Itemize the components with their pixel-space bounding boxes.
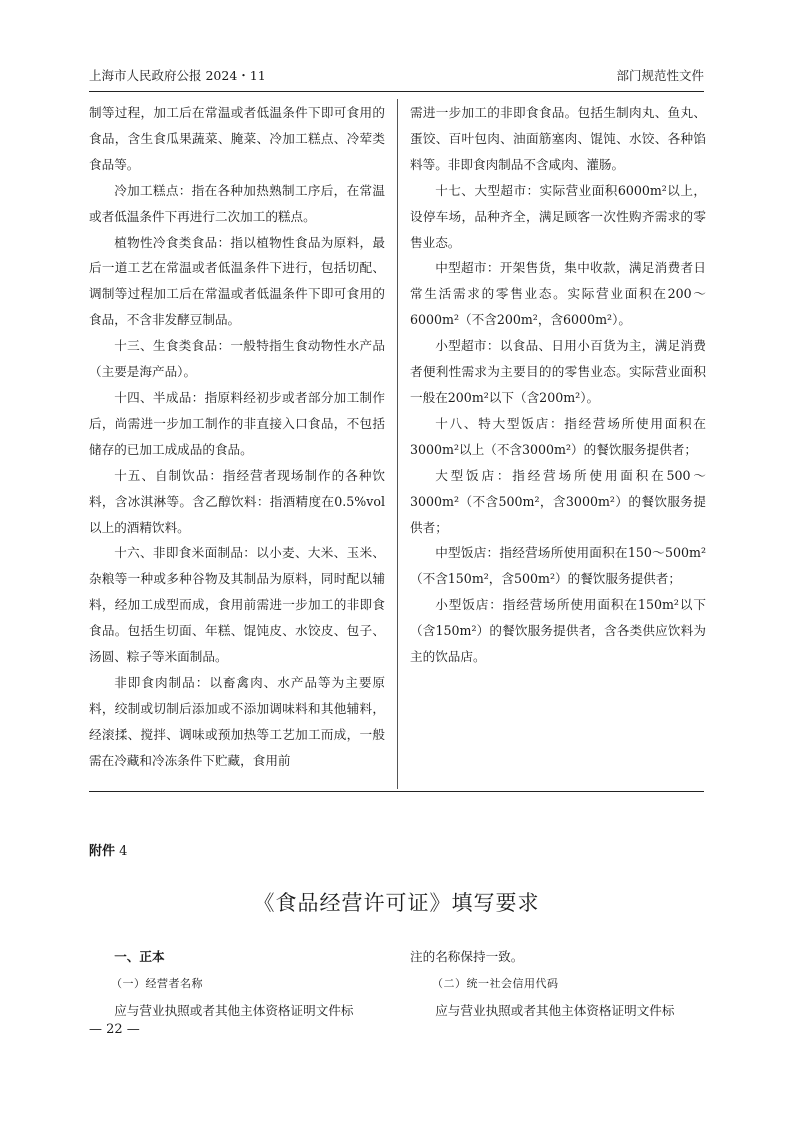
text-column-right xyxy=(410,100,706,670)
section-heading: 一、正本 xyxy=(114,949,165,964)
paragraph: 十七、大型超市：实际营业面积6000m²以上，设停车场，品种齐全，满足顾客一次性购齐需求的零售业态。 xyxy=(410,182,706,250)
gazette-title: 上海市人民政府公报 2024・11 xyxy=(89,68,266,83)
paragraph: 植物性冷食类食品：指以植物性食品为原料，最后一道工艺在常温或者低温条件下进行，包括切配、调制等过程加工后在常温或者低温条件下即可食用的食品，不含非发酵豆制品。 xyxy=(89,234,385,328)
attachment-label xyxy=(89,843,127,861)
paragraph: 冷加工糕点：指在各种加热熟制工序后，在常温或者低温条件下再进行二次加工的糕点。 xyxy=(89,182,385,224)
column-divider xyxy=(397,99,398,789)
subsection-heading: （一）经营者名称 xyxy=(111,977,203,990)
header-rule xyxy=(89,91,704,92)
paragraph: 大型饭店：指经营场所使用面积在500～3000m²（不含500m²，含3000m²）的餐饮服务提供者； xyxy=(410,467,706,535)
paragraph: 十五、自制饮品：指经营者现场制作的各种饮料，含冰淇淋等。含乙醇饮料：指酒精度在0.5%vol以上的酒精饮料。 xyxy=(89,467,385,535)
lower-column-right xyxy=(410,943,706,1024)
paragraph: 十三、生食类食品：一般特指生食动物性水产品（主要是海产品）。 xyxy=(89,338,385,380)
paragraph: 需进一步加工的非即食食品。包括生制肉丸、鱼丸、蛋饺、百叶包肉、油面筋塞肉、馄饨、水饺、各种馅料等。非即食肉制品不含咸肉、灌肠。 xyxy=(410,105,706,172)
text-column-left xyxy=(89,100,385,774)
paragraph: 制等过程，加工后在常温或者低温条件下即可食用的食品，含生食瓜果蔬菜、腌菜、冷加工糕点、冷荤类食品等。 xyxy=(89,105,385,172)
paragraph: 十六、非即食米面制品：以小麦、大米、玉米、杂粮等一种或多种谷物及其制品为原料，同时配以辅料，经加工成型而成，食用前需进一步加工的非即食食品。包括生切面、年糕、馄饨皮、水饺皮、包子、汤圆、粽子等米面制品。 xyxy=(89,545,385,665)
lower-column-left xyxy=(89,943,385,1024)
document-title: 《食品经营许可证》填写要求 xyxy=(253,891,540,915)
paragraph: 应与营业执照或者其他主体资格证明文件标 xyxy=(435,1003,675,1018)
section-title: 部门规范性文件 xyxy=(616,68,704,83)
page-number: — 22 — xyxy=(89,1022,140,1037)
paragraph: 中型超市：开架售货，集中收款，满足消费者日常生活需求的零售业态。实际营业面积在200～6000m²（不含200m²，含6000m²）。 xyxy=(410,260,706,328)
paragraph: 小型饭店：指经营场所使用面积在150m²以下（含150m²）的餐饮服务提供者，含各类供应饮料为主的饮品店。 xyxy=(410,597,706,665)
subsection-heading: （二）统一社会信用代码 xyxy=(432,977,559,990)
paragraph: 小型超市：以食品、日用小百货为主，满足消费者便利性需求为主要目的的零售业态。实际营业面积一般在200m²以下（含200m²）。 xyxy=(410,338,706,405)
paragraph: 中型饭店：指经营场所使用面积在150～500m²（不含150m²，含500m²）的餐饮服务提供者； xyxy=(410,545,706,587)
section-rule xyxy=(89,791,704,792)
page-header xyxy=(89,68,704,88)
paragraph: 十四、半成品：指原料经初步或者部分加工制作后，尚需进一步加工制作的非直接入口食品，不包括储存的已加工成成品的食品。 xyxy=(89,389,385,457)
paragraph: 非即食肉制品：以畜禽肉、水产品等为主要原料，绞制或切制后添加或不添加调味料和其他辅料，经滚揉、搅拌、调味或预加热等工艺加工而成，一般需在冷藏和冷冻条件下贮藏，食用前 xyxy=(89,674,385,768)
paragraph: 注的名称保持一致。 xyxy=(410,949,524,964)
paragraph: 十八、特大型饭店：指经营场所使用面积在3000m²以上（不含3000m²）的餐饮服务提供者； xyxy=(410,415,706,457)
paragraph: 应与营业执照或者其他主体资格证明文件标 xyxy=(114,1003,354,1018)
attachment-number: 4 xyxy=(119,844,128,859)
attachment-word: 附件 xyxy=(89,844,116,859)
